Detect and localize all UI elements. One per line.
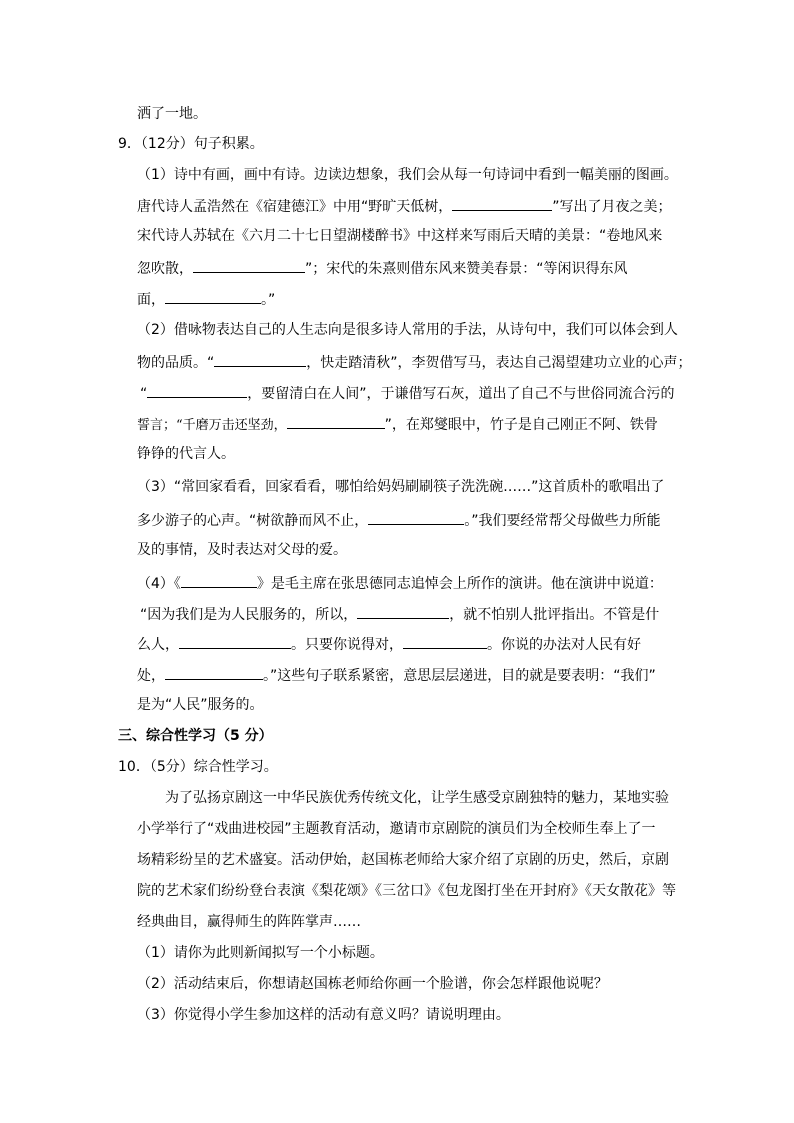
text-line: 么人， 。只要你说得对， 。你说的办法对人民有好: [137, 633, 641, 653]
sub-question: （2）活动结束后，你想请赵国栋老师给你画一个脸谱，你会怎样跟他说呢？: [137, 976, 608, 992]
answer-blank[interactable]: [193, 257, 305, 273]
text-line: 洒了一地。: [137, 106, 207, 122]
question-10-heading: 10．（5分）综合性学习。: [118, 759, 278, 775]
text-line: 面， 。”: [137, 288, 275, 308]
question-9-heading: 9．（12分）句子积累。: [118, 136, 264, 152]
text-line: 誓言；“千磨万击还坚劲， ”，在郑燮眼中，竹子是自己刚正不阿、铁骨: [137, 413, 658, 433]
answer-blank[interactable]: [165, 288, 261, 304]
text-line: 处， 。”这些句子联系紧密，意思层层递进，目的就是要表明：“我们”: [137, 664, 656, 684]
text-line: 是为“人民”服务的。: [137, 697, 264, 713]
text-line: “因为我们是为人民服务的，所以， ，就不怕别人批评指出。不管是什: [140, 603, 659, 623]
answer-blank[interactable]: [357, 603, 449, 619]
answer-blank[interactable]: [165, 664, 263, 680]
text-line: 物的品质。“ ，快走踏清秋”，李贺借写马，表达自己渴望建功立业的心声；: [137, 351, 692, 371]
passage-line: 为了弘扬京剧这一中华民族优秀传统文化，让学生感受京剧独特的魅力，某地实验: [165, 790, 669, 806]
text-line: （3）“常回家看看，回家看看，哪怕给妈妈刷刷筷子洗洗碗……”这首质朴的歌唱出了: [137, 479, 665, 495]
answer-blank[interactable]: [181, 572, 257, 588]
answer-blank[interactable]: [452, 195, 552, 211]
sub-question: （1）请你为此则新闻拟写一个小标题。: [137, 945, 384, 961]
text-line: “ ，要留清白在人间”，于谦借写石灰，道出了自己不与世俗同流合污的: [140, 382, 675, 402]
passage-line: 院的艺术家们纷纷登台表演《梨花颂》《三岔口》《包龙图打坐在开封府》《天女散花》等: [137, 883, 676, 899]
section-heading: 三、综合性学习（5 分）: [118, 728, 273, 744]
text-line: （1）诗中有画，画中有诗。边读边想象，我们会从每一句诗词中看到一幅美丽的图画。: [137, 167, 678, 183]
answer-blank[interactable]: [403, 633, 487, 649]
text-line: 忽吹散， ”；宋代的朱熹则借东风来赞美春景：“等闲识得东风: [137, 257, 628, 277]
passage-line: 场精彩纷呈的艺术盛宴。活动伊始，赵国栋老师给大家介绍了京剧的历史，然后，京剧: [137, 852, 669, 868]
text-line: （2）借咏物表达自己的人生志向是很多诗人常用的手法，从诗句中，我们可以体会到人: [137, 322, 678, 338]
answer-blank[interactable]: [368, 509, 464, 525]
passage-line: 经典曲目，赢得师生的阵阵掌声……: [137, 914, 361, 930]
answer-blank[interactable]: [214, 351, 306, 367]
text-line: 宋代诗人苏轼在《六月二十七日望湖楼醉书》中这样来写雨后天晴的美景：“卷地风来: [137, 228, 663, 244]
answer-blank[interactable]: [147, 382, 247, 398]
answer-blank[interactable]: [287, 413, 385, 429]
text-line: 及的事情，及时表达对父母的爱。: [137, 542, 347, 558]
text-line: 铮铮的代言人。: [137, 446, 235, 462]
answer-blank[interactable]: [179, 633, 291, 649]
passage-line: 小学举行了“戏曲进校园”主题教育活动，邀请市京剧院的演员们为全校师生奉上了一: [137, 821, 656, 837]
text-line: 唐代诗人孟浩然在《宿建德江》中用“野旷天低树， ”写出了月夜之美；: [137, 195, 672, 215]
sub-question: （3）你觉得小学生参加这样的活动有意义吗？请说明理由。: [137, 1007, 510, 1023]
text-line: 多少游子的心声。“树欲静而风不止， 。”我们要经常帮父母做些力所能: [137, 509, 661, 529]
text-line: （4）《 》是毛主席在张思德同志追悼会上所作的演讲。他在演讲中说道：: [137, 572, 663, 592]
